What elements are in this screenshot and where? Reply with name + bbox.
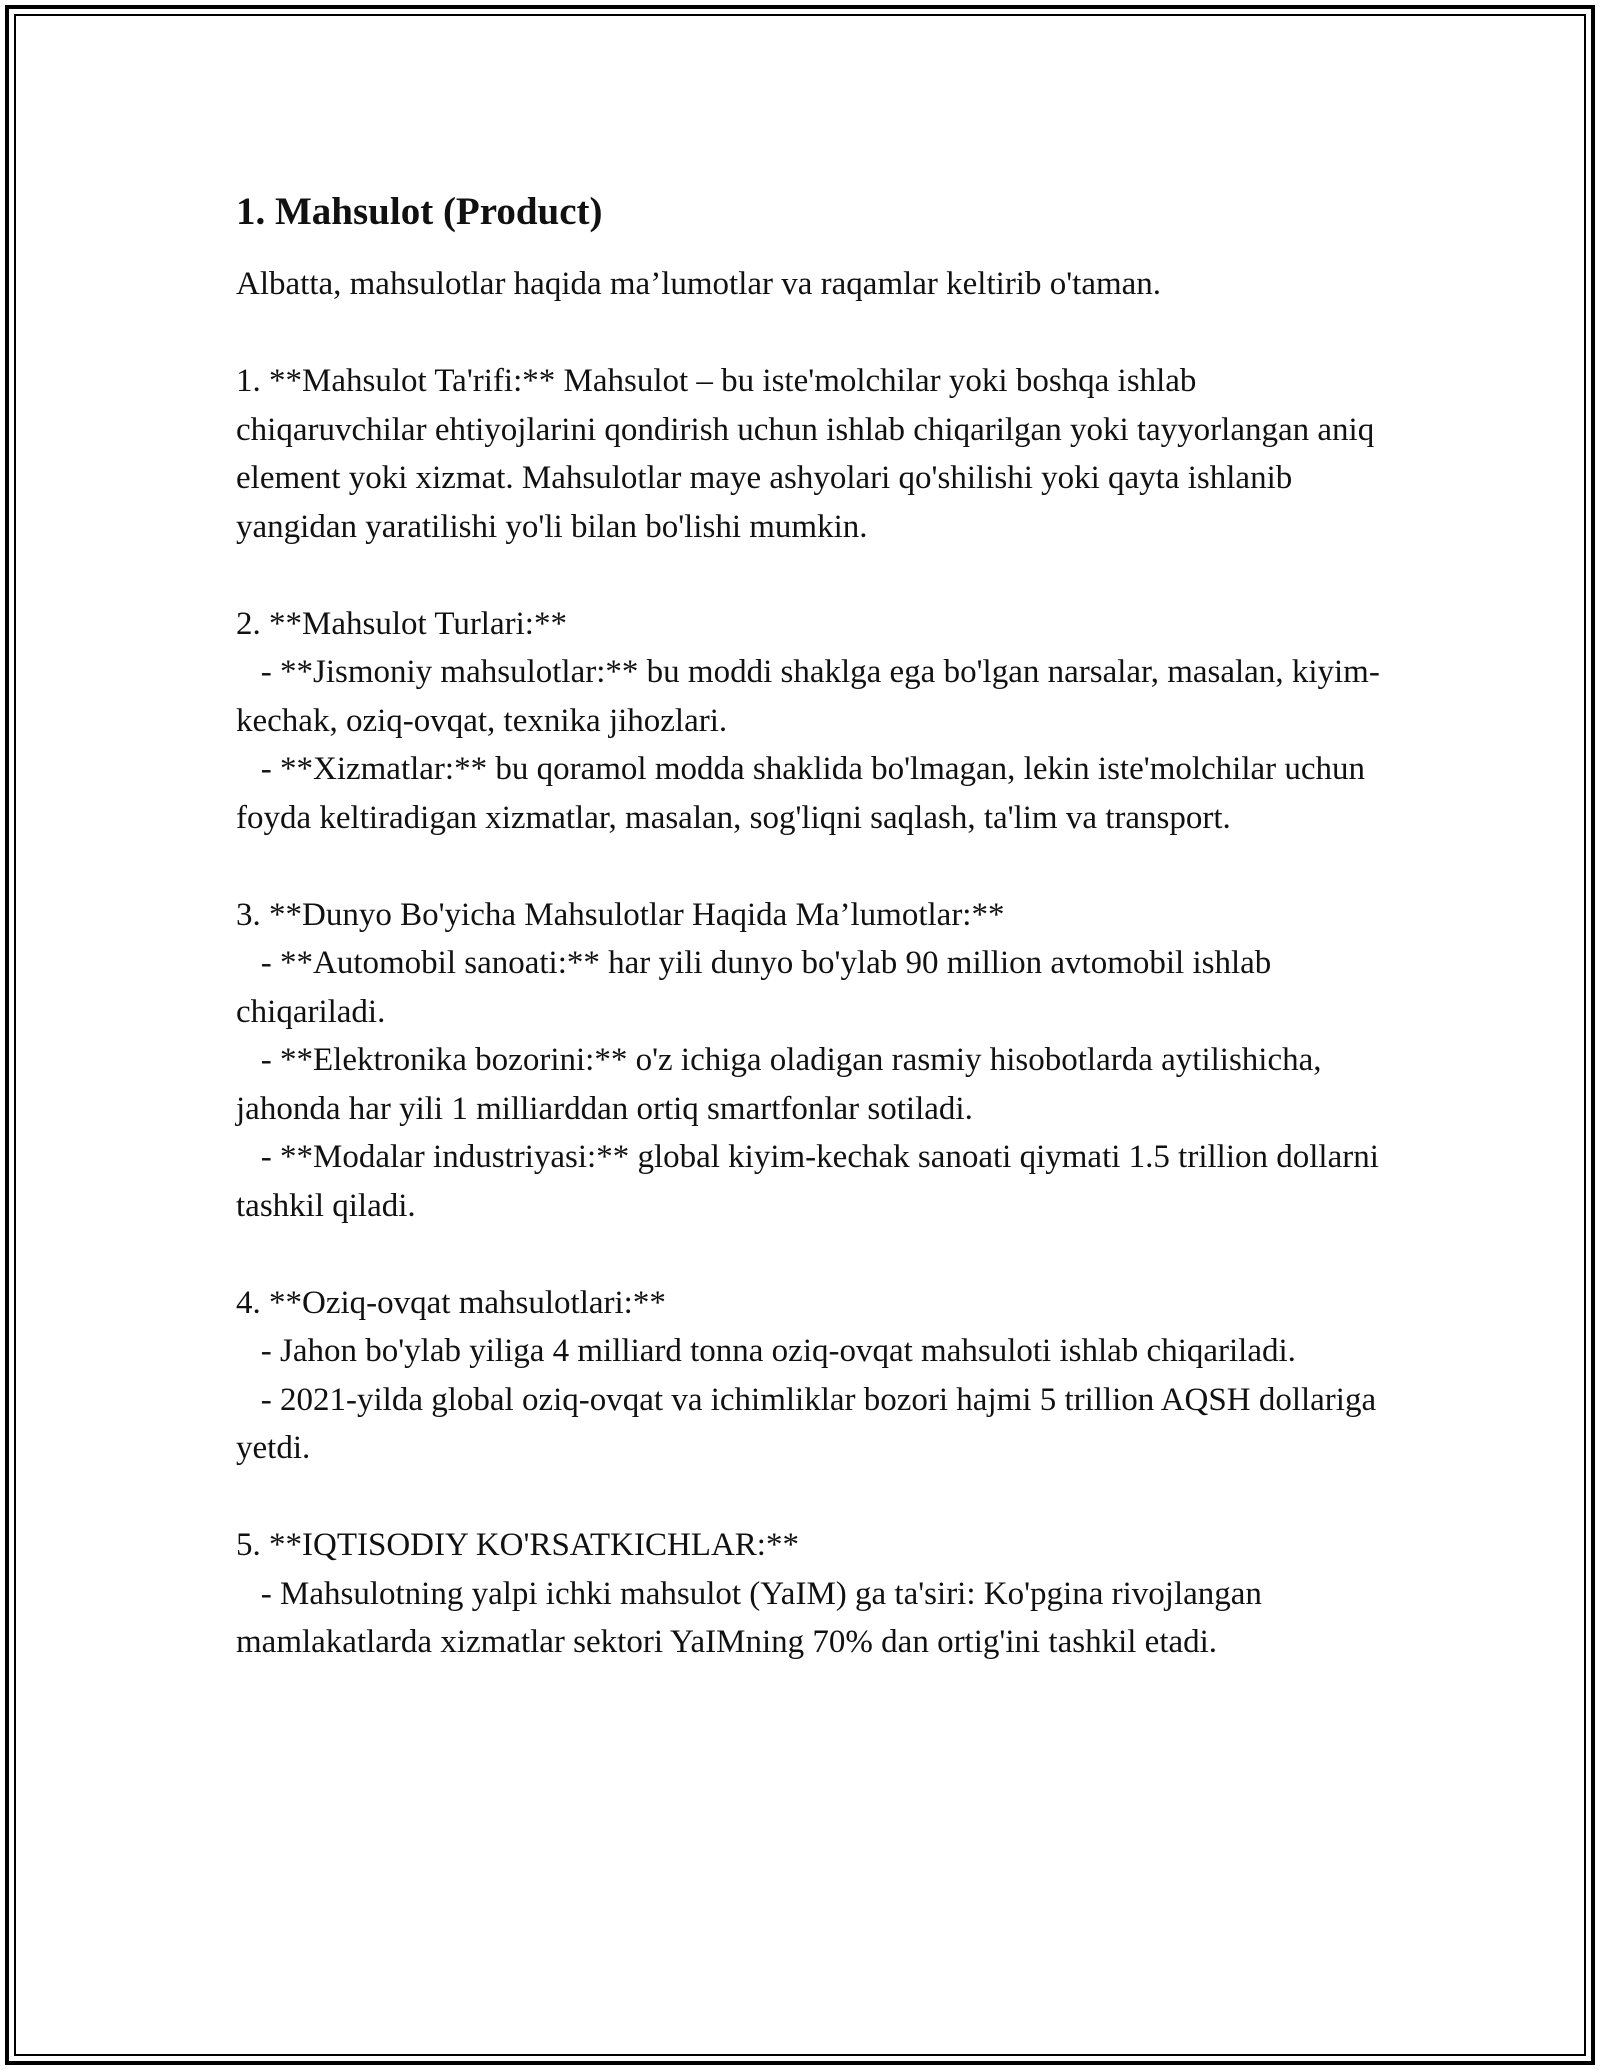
section-product-definition bbox=[236, 357, 1386, 551]
document-title: 1. Mahsulot (Product) bbox=[236, 190, 603, 233]
section-food-products bbox=[236, 1279, 1386, 1473]
list-item: - Mahsulotning yalpi ichki mahsulot (YaIM) ga ta'siri: Ko'pgina rivojlangan mamlakatlarda xizmatlar sektori YaIMning 70% dan ortig'ini tashkil etadi. bbox=[236, 1575, 1271, 1660]
list-item: - Jahon bo'ylab yiliga 4 milliard tonna oziq-ovqat mahsuloti ishlab chiqariladi. bbox=[236, 1333, 1296, 1369]
document-page bbox=[236, 186, 1386, 1715]
list-item: - **Modalar industriyasi:** global kiyim-kechak sanoati qiymati 1.5 trillion dollarni tashkil qiladi. bbox=[236, 1139, 1388, 1224]
intro-paragraph: Albatta, mahsulotlar haqida ma’lumotlar va raqamlar keltirib o'taman. bbox=[236, 266, 1162, 302]
list-item: - 2021-yilda global oziq-ovqat va ichimliklar bozori hajmi 5 trillion AQSH dollariga yetdi. bbox=[236, 1381, 1385, 1466]
section-heading: 2. **Mahsulot Turlari:** bbox=[236, 605, 567, 642]
section-world-products bbox=[236, 891, 1386, 1231]
section-product-types bbox=[236, 600, 1386, 843]
list-item: - **Automobil sanoati:** har yili dunyo bo'ylab 90 million avtomobil ishlab chiqariladi. bbox=[236, 945, 1280, 1030]
section-economic-indicators bbox=[236, 1521, 1386, 1667]
list-item: - **Jismoniy mahsulotlar:** bu moddi shaklga ega bo'lgan narsalar, masalan, kiyim-kechak, oziq-ovqat, texnika jihozlari. bbox=[236, 654, 1380, 739]
list-item: - **Elektronika bozorini:** o'z ichiga oladigan rasmiy hisobotlarda aytilishicha, jahonda har yili 1 milliarddan ortiq smartfonlar sotiladi. bbox=[236, 1042, 1330, 1127]
section-heading: 1. **Mahsulot Ta'rifi:** Mahsulot – bu iste'molchilar yoki boshqa ishlab chiqaruvchilar ehtiyojlarini qondirish uchun ishlab chiqarilgan yoki tayyorlangan aniq element yoki xizmat. Mahsulotlar maye ashyolari qo'shilishi yoki qayta ishlanib yangidan yaratilishi yo'li bilan bo'lishi mumkin. bbox=[236, 363, 1383, 545]
section-heading: 3. **Dunyo Bo'yicha Mahsulotlar Haqida Ma’lumotlar:** bbox=[236, 896, 1005, 933]
list-item: - **Xizmatlar:** bu qoramol modda shaklida bo'lmagan, lekin iste'molchilar uchun foyda keltiradigan xizmatlar, masalan, sog'liqni saqlash, ta'lim va transport. bbox=[236, 751, 1374, 836]
section-heading: 4. **Oziq-ovqat mahsulotlari:** bbox=[236, 1284, 666, 1321]
section-heading: 5. **IQTISODIY KO'RSATKICHLAR:** bbox=[236, 1527, 799, 1563]
